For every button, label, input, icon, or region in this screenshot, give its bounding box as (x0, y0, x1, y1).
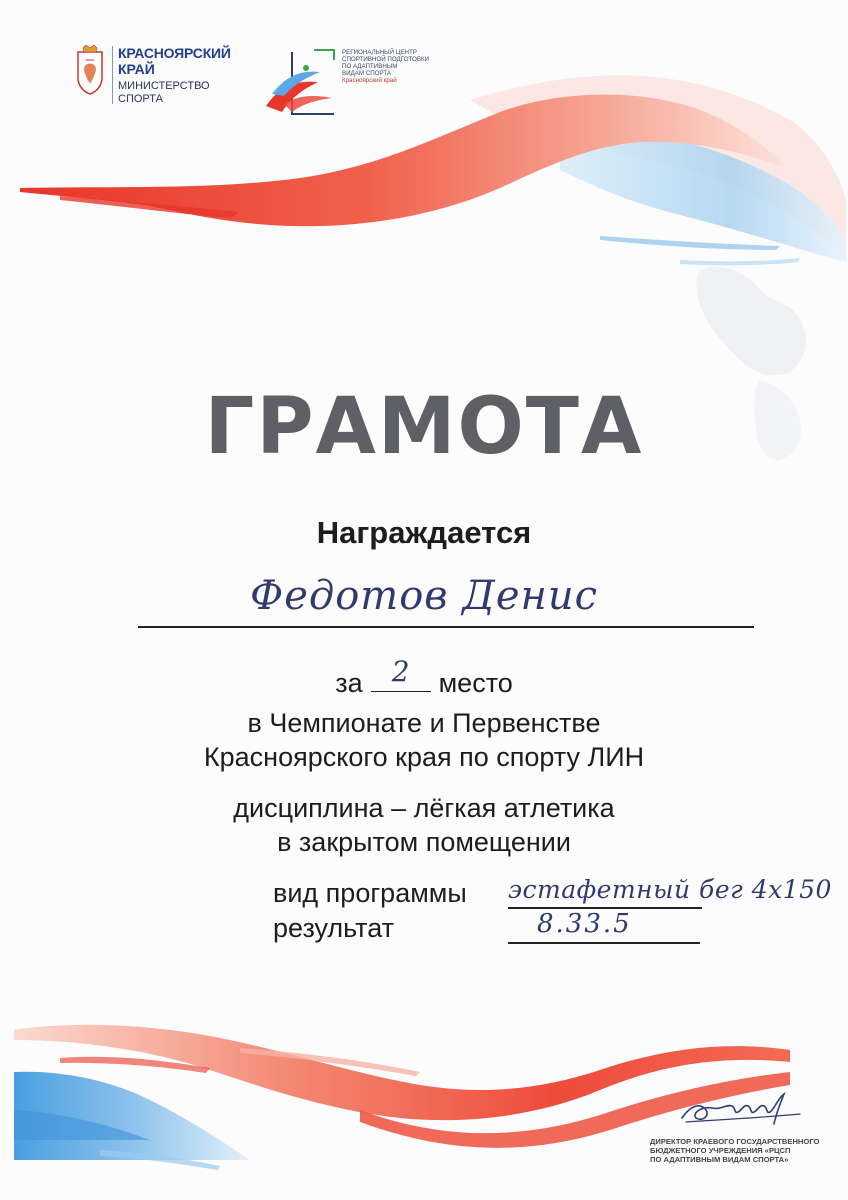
center-name-line2: СПОРТИВНОЙ ПОДГОТОВКИ (342, 56, 430, 63)
result-label: результат (273, 913, 394, 943)
recipient-name-underline (138, 626, 754, 628)
director-line3: ПО АДАПТИВНЫМ ВИДАМ СПОРТА» (650, 1154, 789, 1164)
awarded-label: Награждается (316, 515, 532, 550)
event-line1: в Чемпионате и Первенстве (247, 708, 601, 738)
discipline-line1: дисциплина – лёгкая атлетика (233, 793, 615, 823)
certificate-title: ГРАМОТА (204, 382, 644, 472)
director-title (650, 1138, 840, 1165)
ministry-region-line1: КРАСНОЯРСКИЙ (118, 45, 231, 61)
program-value: эстафетный бег 4х150 (508, 875, 832, 904)
ministry-logo (74, 44, 264, 108)
place-blank (371, 655, 431, 692)
event-line2: Красноярского края по спорту ЛИН (203, 742, 645, 772)
logo-divider (112, 46, 113, 104)
place-row (0, 655, 848, 698)
director-signature (676, 1088, 806, 1132)
place-suffix: место (438, 668, 513, 698)
regional-center-logo (262, 46, 430, 126)
ministry-name-line1: МИНИСТЕРСТВО (118, 80, 210, 92)
center-name-line1: РЕГИОНАЛЬНЫЙ ЦЕНТР (342, 49, 417, 56)
center-region: Красноярский край (342, 77, 397, 84)
place-value: 2 (391, 655, 410, 688)
regional-center-emblem-icon (262, 46, 342, 126)
program-label: вид программы (273, 878, 467, 908)
discipline-line2: в закрытом помещении (277, 827, 571, 857)
recipient-name: Федотов Денис (249, 573, 599, 619)
director-line1: ДИРЕКТОР КРАЕВОГО ГОСУДАРСТВЕННОГО (650, 1137, 820, 1146)
director-line2: БЮДЖЕТНОГО УЧРЕЖДЕНИЯ «РЦСП (650, 1145, 791, 1155)
result-underline (508, 942, 700, 944)
ministry-name-line2: СПОРТА (118, 93, 163, 105)
coat-of-arms-icon (74, 44, 106, 100)
ministry-region-line2: КРАЙ (118, 61, 155, 77)
result-value: 8.33.5 (537, 909, 632, 939)
center-name-line3: ПО АДАПТИВНЫМ (342, 63, 398, 70)
center-name-line4: ВИДАМ СПОРТА (342, 70, 392, 77)
place-prefix: за (335, 668, 363, 698)
